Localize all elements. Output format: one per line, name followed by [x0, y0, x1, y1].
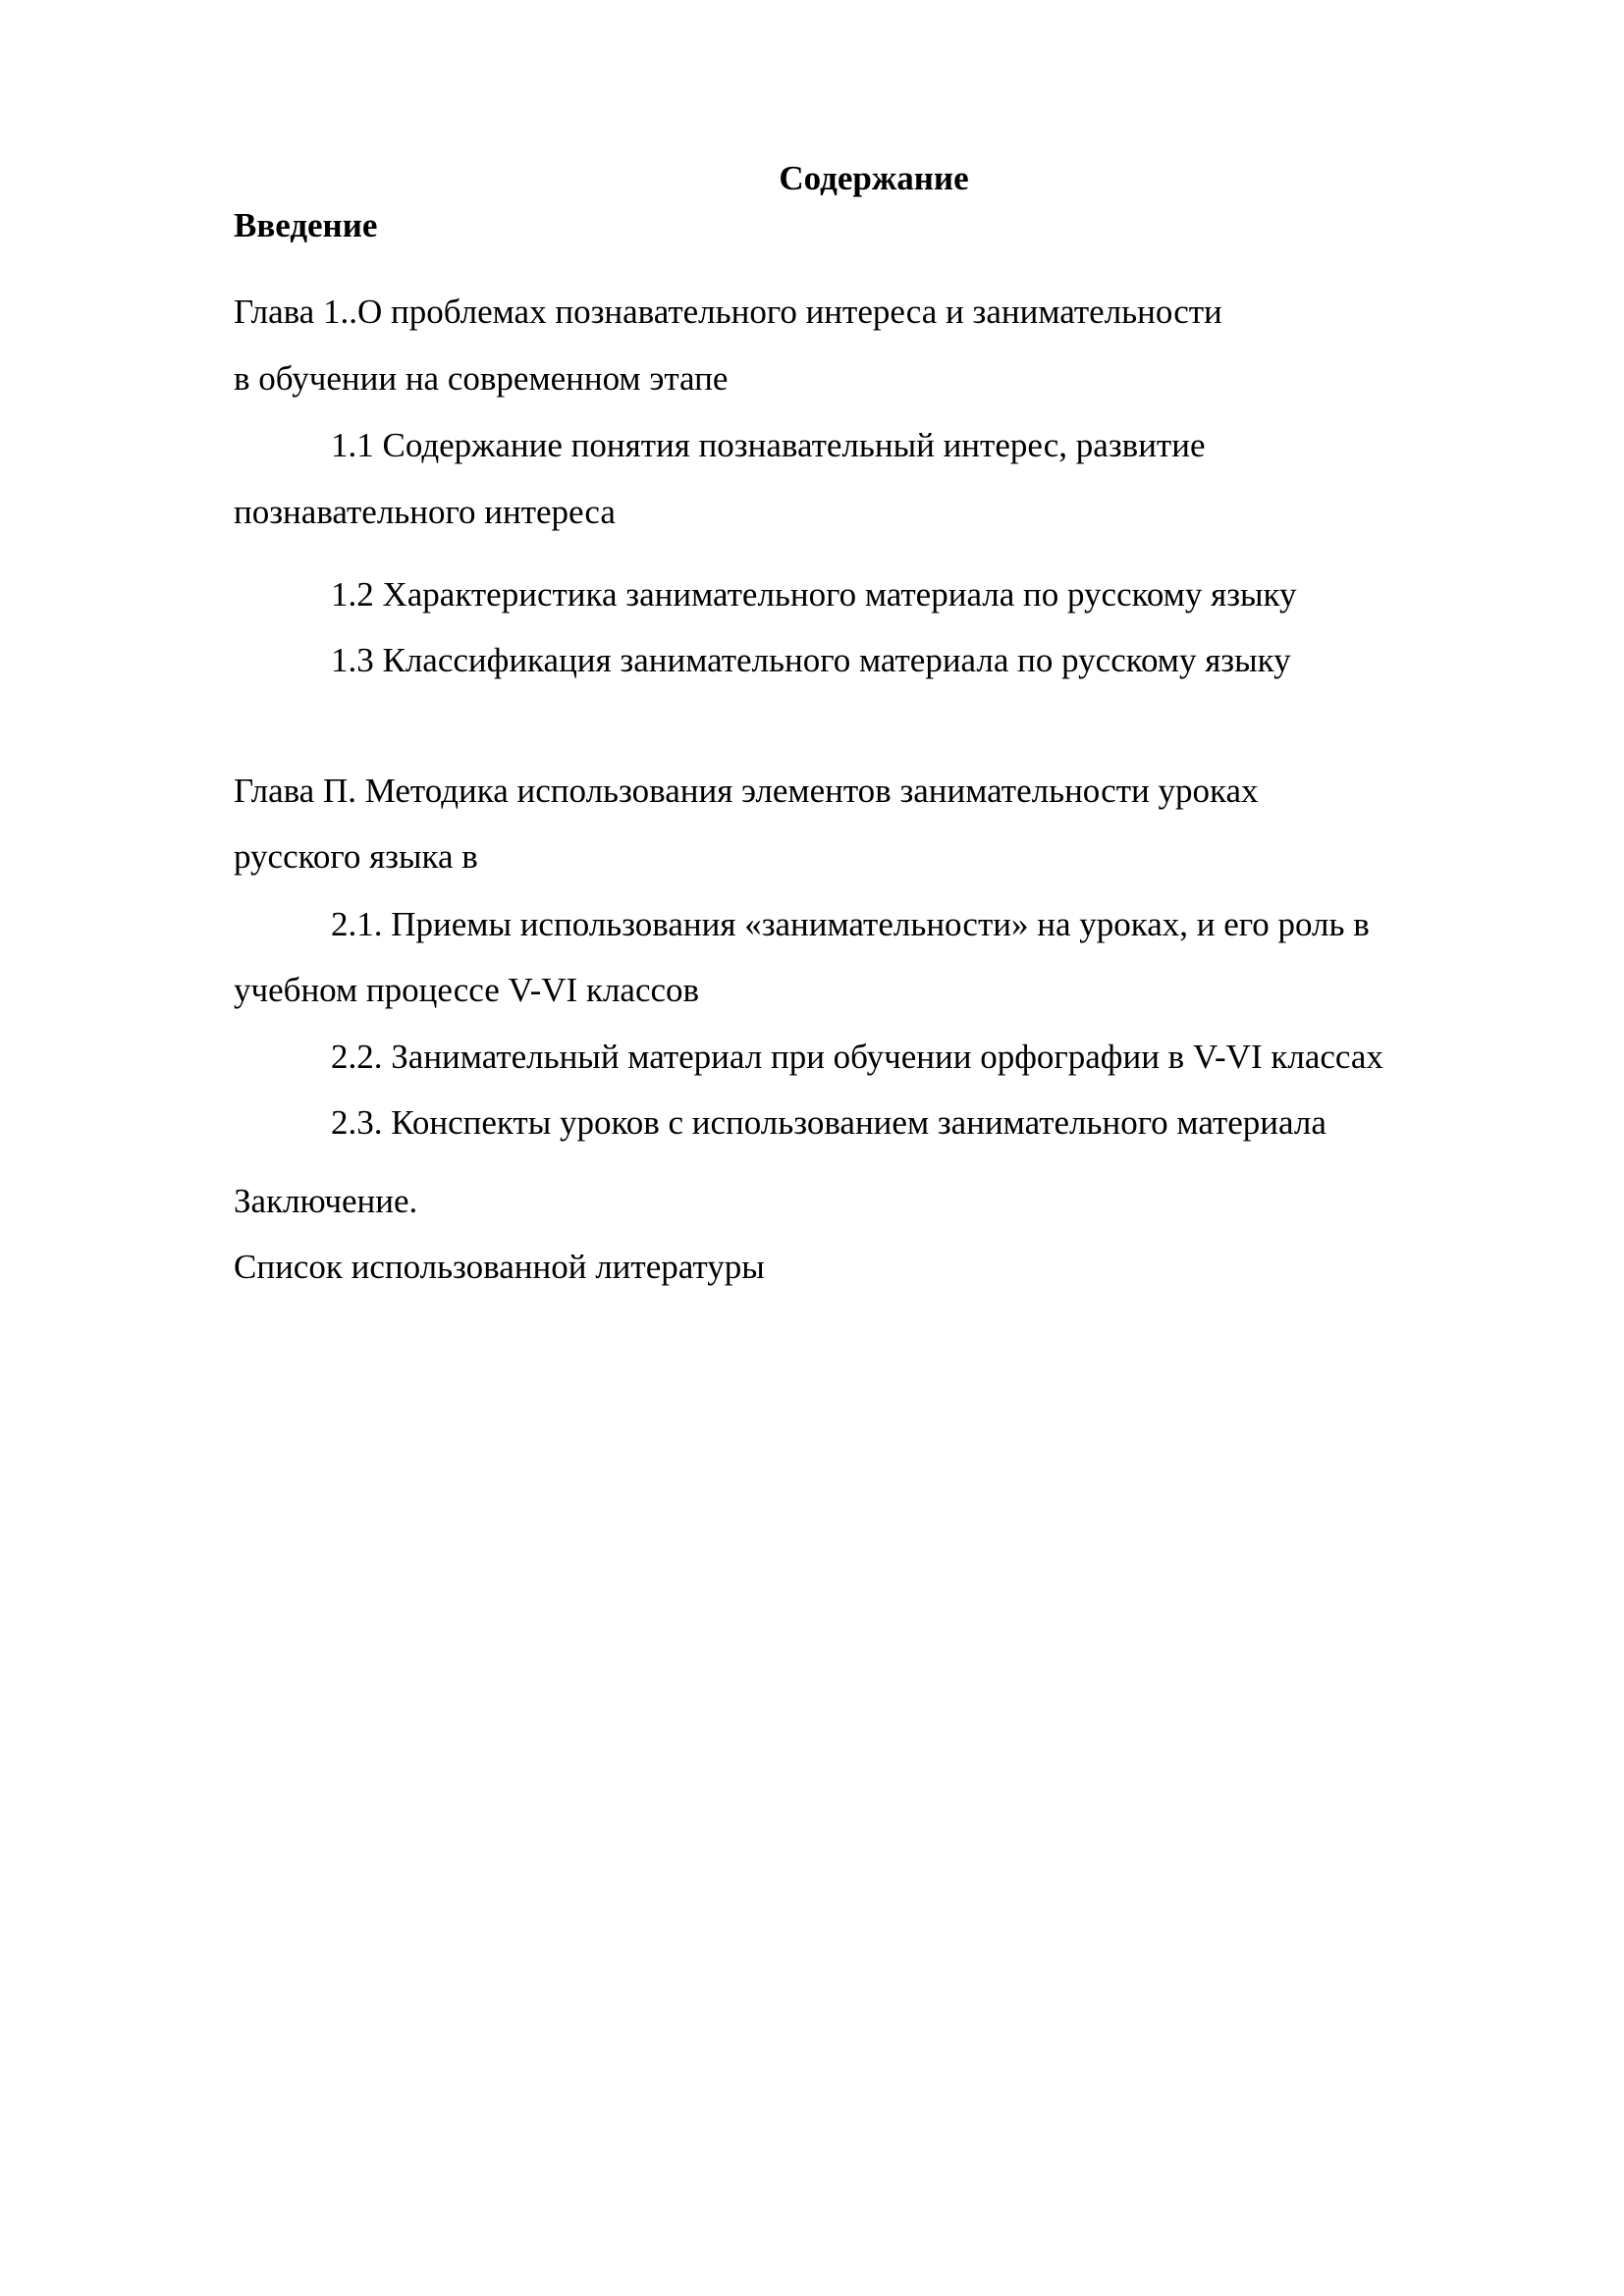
toc-chapter2-line2: русского языка в: [234, 837, 478, 876]
toc-chapter2-line1: Глава П. Методика использования элементов занимательности уроках: [234, 772, 1259, 810]
toc-section-2-2: 2.2. Занимательный материал при обучении орфографии в V-VI классах: [331, 1038, 1383, 1076]
toc-section-1-3: 1.3 Классификация занимательного материала по русскому языку: [331, 641, 1291, 679]
toc-chapter1-line1: Глава 1..О проблемах познавательного интереса и занимательности: [234, 293, 1222, 331]
toc-chapter1-line2: в обучении на современном этапе: [234, 359, 729, 398]
toc-conclusion: Заключение.: [234, 1182, 418, 1220]
toc-bibliography: Список использованной литературы: [234, 1248, 765, 1286]
toc-section-1-1-line2: познавательного интереса: [234, 493, 616, 531]
toc-section-1-2: 1.2 Характеристика занимательного материала по русскому языку: [331, 575, 1297, 614]
toc-section-2-3: 2.3. Конспекты уроков с использованием занимательного материала: [331, 1103, 1326, 1142]
toc-section-2-1-line2: учебном процессе V-VI классов: [234, 971, 700, 1009]
toc-section-2-1-line1: 2.1. Приемы использования «занимательности» на уроках, и его роль в: [331, 905, 1370, 943]
toc-section-1-1-line1: 1.1 Содержание понятия познавательный интерес, развитие: [331, 426, 1206, 464]
toc-introduction: Введение: [234, 206, 378, 244]
page-title: Содержание: [779, 159, 969, 197]
